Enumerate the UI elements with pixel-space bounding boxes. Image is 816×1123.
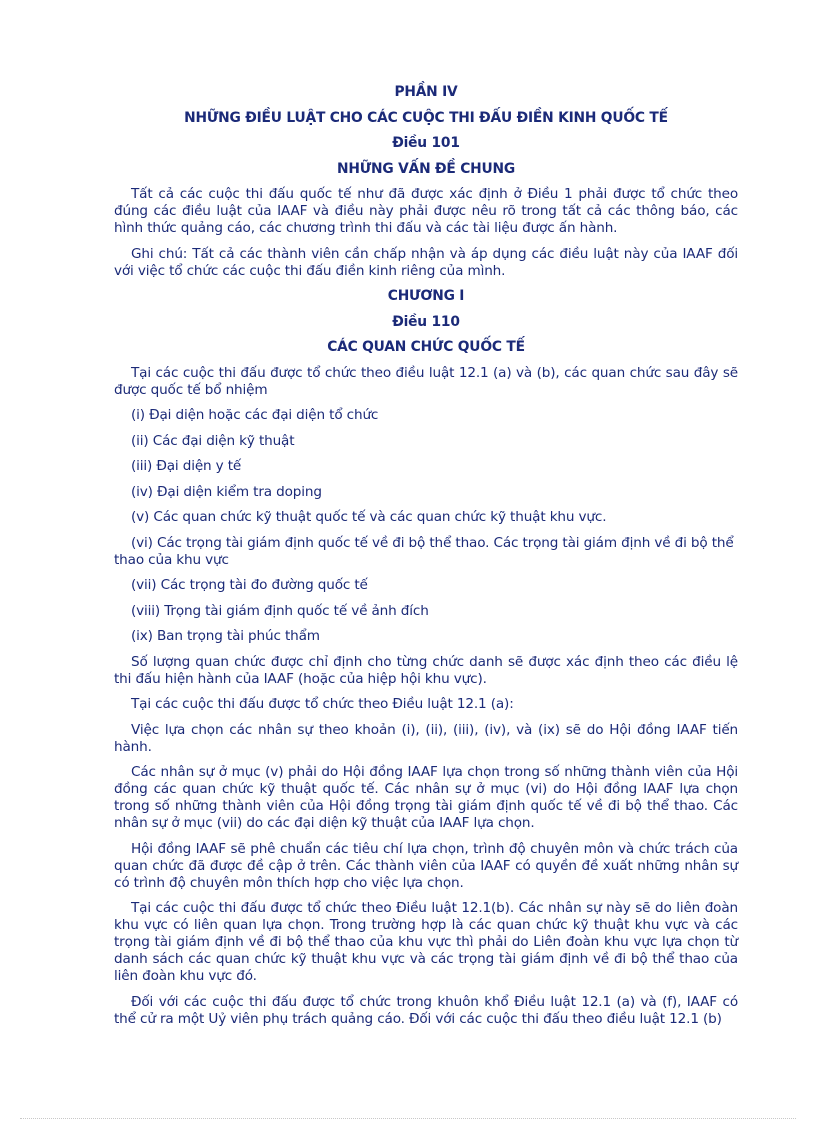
part-heading: PHẦN IV <box>394 84 458 100</box>
document-page <box>114 84 738 1036</box>
general-paragraph: Tất cả các cuộc thi đấu quốc tế như đã được xác định ở Điều 1 phải được tổ chức theo đúng các điều luật của IAAF và điều này phải được nêu rõ trong tất cả các thông báo, các hình thức quảng cáo, các chương trình thi đấu và các tài liệu được ấn hành. <box>114 186 738 236</box>
body-paragraph: Việc lựa chọn các nhân sự theo khoản (i), (ii), (iii), (iv), và (ix) sẽ do Hội đồng IAAF tiến hành. <box>114 721 738 755</box>
body-paragraph: Đối với các cuộc thi đấu được tổ chức trong khuôn khổ Điều luật 12.1 (a) và (f), IAAF có thể cử ra một Uỷ viên phụ trách quảng cáo. Đối với các cuộc thi đấu theo điều luật 12.1 (b) <box>114 993 738 1027</box>
official-item-v: (v) Các quan chức kỹ thuật quốc tế và các quan chức kỹ thuật khu vực. <box>131 509 607 525</box>
official-item-iv: (iv) Đại diện kiểm tra doping <box>131 483 322 500</box>
official-item-vii: (vii) Các trọng tài đo đường quốc tế <box>131 577 368 593</box>
official-item-ix: (ix) Ban trọng tài phúc thẩm <box>131 628 320 644</box>
body-paragraph: Các nhân sự ở mục (v) phải do Hội đồng IAAF lựa chọn trong số những thành viên của Hội đồng các quan chức kỹ thuật quốc tế. Các nhân sự ở mục (vi) do Hội đồng IAAF lựa chọn trong số những thành viên của Hội đồng trọng tài giám định quốc tế về đi bộ thể thao. Các nhân sự ở mục (vii) do các đại diện kỹ thuật của IAAF lựa chọn. <box>114 764 738 831</box>
official-item-iii: (iii) Đại diện y tế <box>131 458 242 474</box>
article-101-title: NHỮNG VẤN ĐỀ CHUNG <box>337 160 515 177</box>
article-110-title: CÁC QUAN CHỨC QUỐC TẾ <box>327 339 525 355</box>
body-paragraph: Số lượng quan chức được chỉ định cho từng chức danh sẽ được xác định theo các điều lệ thi đấu hiện hành của IAAF (hoặc của hiệp hội khu vực). <box>114 653 738 687</box>
note-paragraph: Ghi chú: Tất cả các thành viên cần chấp nhận và áp dụng các điều luật này của IAAF đối với việc tổ chức các cuộc thi đấu điền kinh riêng của mình. <box>114 245 738 279</box>
body-paragraph: Hội đồng IAAF sẽ phê chuẩn các tiêu chí lựa chọn, trình độ chuyên môn và chức trách của quan chức đã được đề cập ở trên. Các thành viên của IAAF có quyền đề xuất những nhân sự có trình độ chuyên môn thích hợp cho việc lựa chọn. <box>114 840 738 891</box>
official-item-vi: (vi) Các trọng tài giám định quốc tế về đi bộ thể thao. Các trọng tài giám định về đi bộ thể thao của khu vực <box>114 534 734 568</box>
body-paragraph: Tại các cuộc thi đấu được tổ chức theo Điều luật 12.1 (a): <box>131 696 514 712</box>
page-bottom-divider <box>20 1118 796 1119</box>
article-101-heading: Điều 101 <box>392 135 460 151</box>
body-paragraph: Tại các cuộc thi đấu được tổ chức theo Điều luật 12.1(b). Các nhân sự này sẽ do liên đoàn khu vực có liên quan lựa chọn. Trong trường hợp là các quan chức kỹ thuật khu vực và các trọng tài giám định về đi bộ thể thao của khu vực thì phải do Liên đoàn khu vực lựa chọn từ danh sách các quan chức kỹ thuật khu vực và các trọng tài giám định về đi bộ thể thao của liên đoàn khu vực đó. <box>114 900 738 984</box>
official-item-viii: (viii) Trọng tài giám định quốc tế về ảnh đích <box>131 602 429 619</box>
chapter-heading: CHƯƠNG I <box>387 288 465 304</box>
part-title: NHỮNG ĐIỀU LUẬT CHO CÁC CUỘC THI ĐẤU ĐIỀN KINH QUỐC TẾ <box>184 109 668 126</box>
official-item-i: (i) Đại diện hoặc các đại diện tổ chức <box>131 407 379 423</box>
intro-paragraph: Tại các cuộc thi đấu được tổ chức theo điều luật 12.1 (a) và (b), các quan chức sau đây sẽ được quốc tế bổ nhiệm <box>114 364 738 398</box>
article-110-heading: Điều 110 <box>392 313 460 330</box>
official-item-ii: (ii) Các đại diện kỹ thuật <box>131 432 295 449</box>
